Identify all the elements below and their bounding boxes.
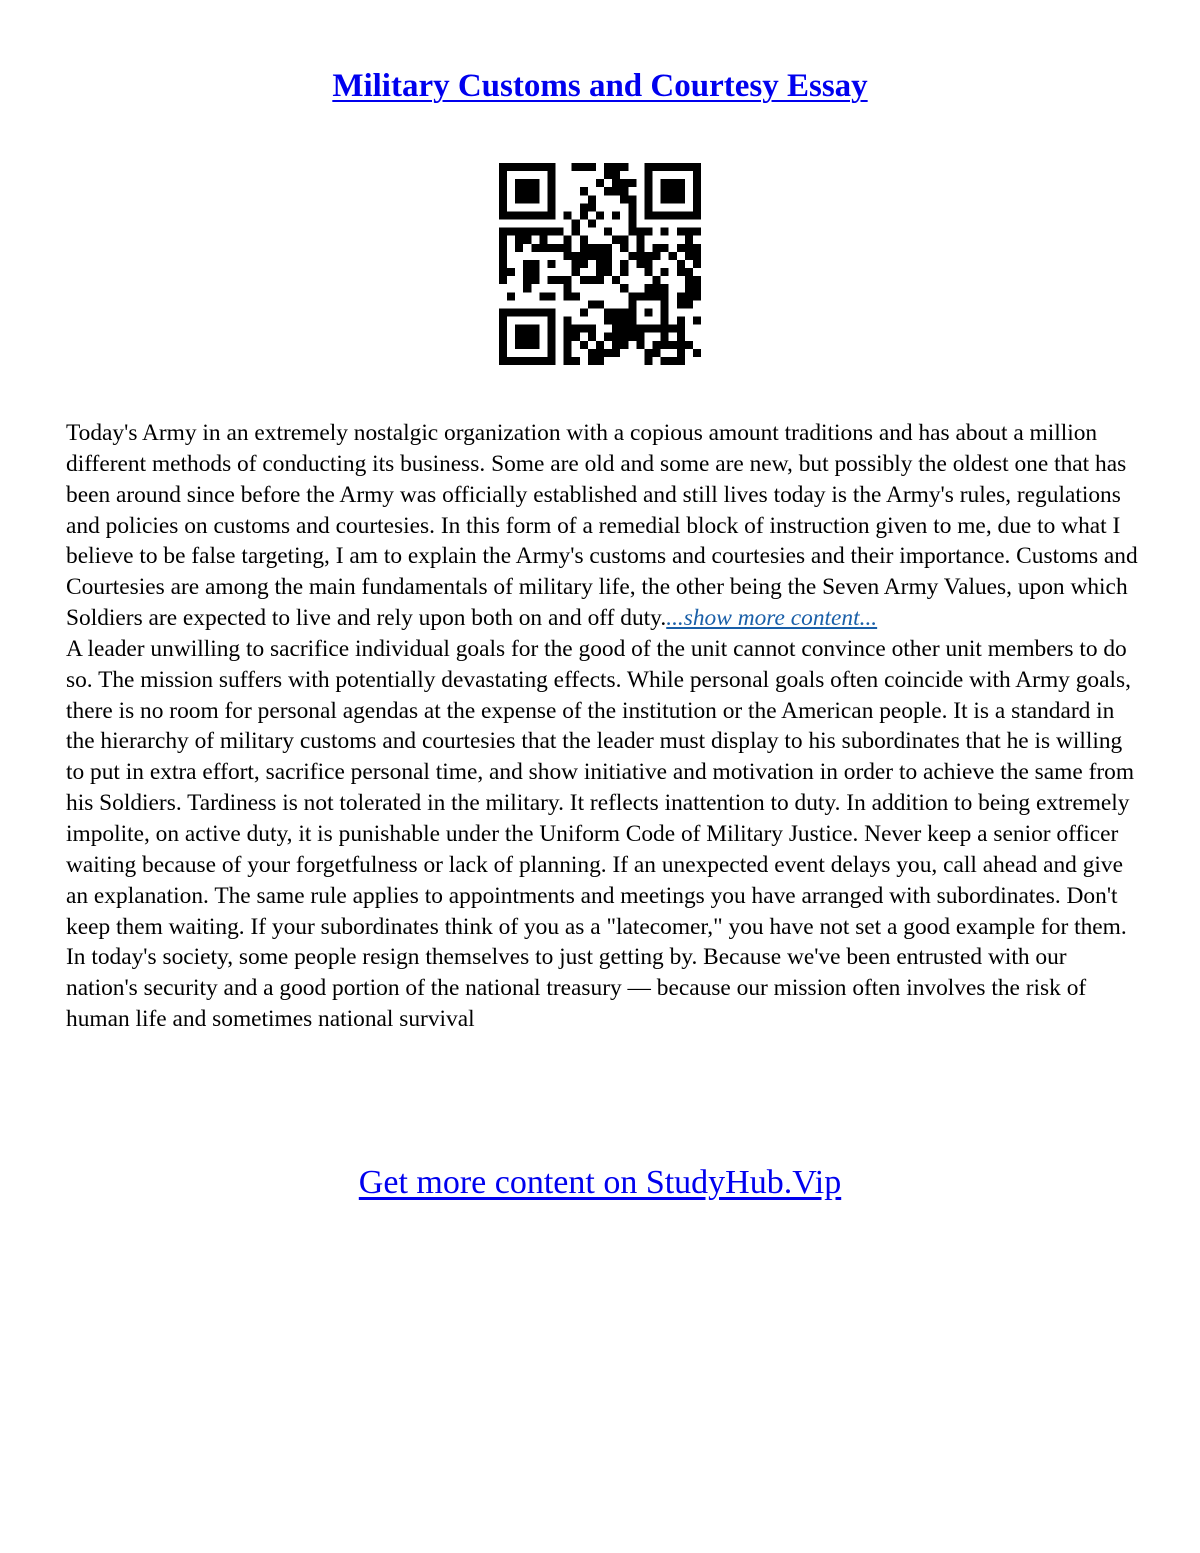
essay-body [66,418,1138,1035]
footer [0,1163,1200,1203]
essay-paragraph-second: A leader unwilling to sacrifice individual goals for the good of the unit cannot convince other unit members to do so. The mission suffers with potentially devastating effects. While personal goals often coincide with Army goals, there is no room for personal agendas at the expense of the institution or the American people. It is a standard in the hierarchy of military customs and courtesies that the leader must display to his subordinates that he is willing to put in extra effort, sacrifice personal time, and show initiative and motivation in order to achieve the same from his Soldiers. Tardiness is not tolerated in the military. It reflects inattention to duty. In addition to being extremely impolite, on active duty, it is punishable under the Uniform Code of Military Justice. Never keep a senior officer waiting because of your forgetfulness or lack of planning. If an unexpected event delays you, call ahead and give an explanation. The same rule applies to appointments and meetings you have arranged with subordinates. Don't keep them waiting. If your subordinates think of you as a "latecomer," you have not set a good example for them. In today's society, some people resign themselves to just getting by. Because we've been entrusted with our nation's security and a good portion of the national treasury — because our mission often involves the risk of human life and sometimes national survival [66,635,1135,1033]
show-more-link[interactable]: ...show more content... [666,605,878,632]
qr-code-icon [499,163,701,365]
paragraph-text: Today's Army in an extremely nostalgic organization with a copious amount traditions and has about a million different methods of conducting its business. Some are old and some are new, but possibly the oldest one that has been around since before the Army was officially established and still lives today is the Army's rules, regulations and policies on customs and courtesies. In this form of a remedial block of instruction given to me, due to what I believe to be false targeting, I am to explain the Army's customs and courtesies and their importance. Customs and Courtesies are among the main fundamentals of military life, the other being the Seven Army Values, upon which Soldiers are expected to live and rely upon both on and off duty. [66,420,1138,632]
page-title-link[interactable]: Military Customs and Courtesy Essay [332,68,868,104]
qr-code-graphic [499,163,701,365]
essay-paragraph-first [66,418,1138,634]
get-more-content-link[interactable]: Get more content on StudyHub.Vip [358,1164,842,1201]
page-title-container [0,66,1200,106]
